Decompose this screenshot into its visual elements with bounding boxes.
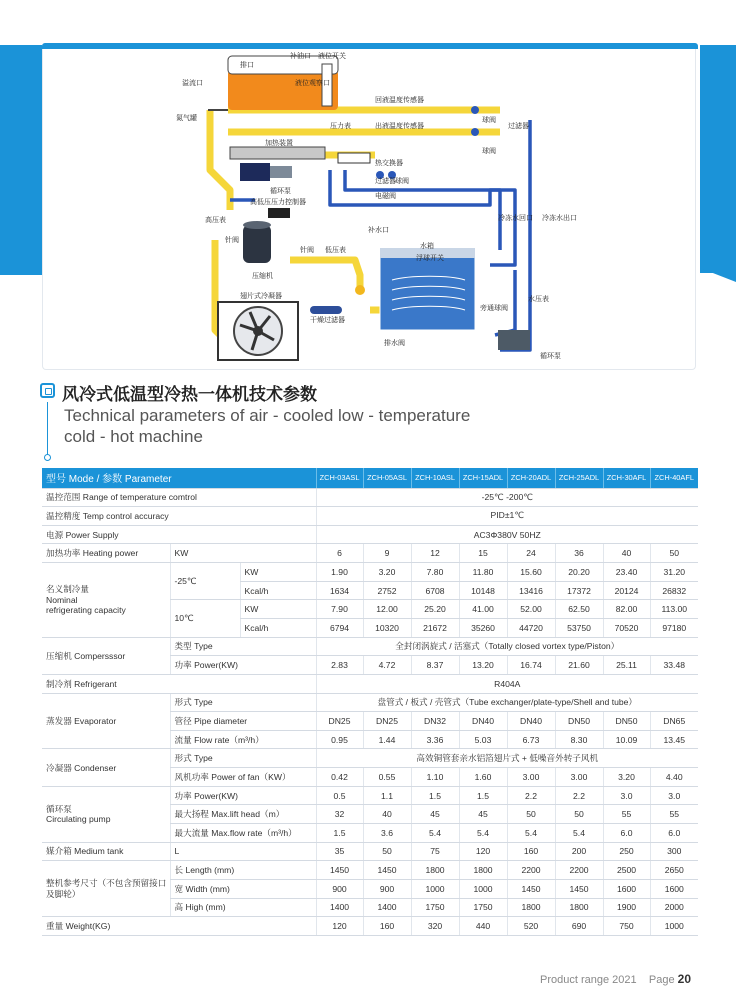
- needle-valve2-label: 针阀: [300, 246, 314, 254]
- cell: 1.5: [459, 786, 507, 805]
- cell: 15.60: [507, 563, 555, 582]
- cell: 12.00: [363, 600, 411, 619]
- cell: 26832: [650, 581, 698, 600]
- cell: 17372: [555, 581, 603, 600]
- section-title-cn: 风冷式低温型冷热一体机技术参数: [62, 385, 317, 405]
- cell: 3.00: [507, 768, 555, 787]
- corner-accent: [700, 268, 736, 282]
- cell: 3.0: [650, 786, 698, 805]
- ball-valve2-label: 球阀: [482, 147, 496, 155]
- row-label: 整机参考尺寸（不包含预留接口及脚轮）: [42, 861, 170, 917]
- cell: 7.80: [411, 563, 459, 582]
- sub-label: 类型 Type: [170, 637, 316, 656]
- hp-lp-controller-label: 高低压压力控制器: [250, 198, 306, 206]
- cell: 113.00: [650, 600, 698, 619]
- page-label: Page: [648, 974, 675, 986]
- table-row: [42, 488, 698, 507]
- table-row: [42, 525, 698, 544]
- fill-cap-label: 排口: [240, 61, 254, 69]
- cell: 45: [459, 805, 507, 824]
- sub-label: 最大扬程 Max.lift head（m）: [170, 805, 316, 824]
- nitrogen-label: 氮气罐: [176, 114, 197, 122]
- cell: 35: [316, 842, 363, 861]
- unit-label: Kcal/h: [240, 581, 316, 600]
- table-row: [42, 563, 698, 582]
- cell: 53750: [555, 618, 603, 637]
- row-label: 媒介箱 Medium tank: [42, 842, 170, 861]
- sub-label: 形式 Type: [170, 693, 316, 712]
- sub-label: 长 Length (mm): [170, 861, 316, 880]
- row-value: 高效铜管套亲水铝箔翅片式 + 低噪音外转子风机: [316, 749, 698, 768]
- cell: 2.2: [555, 786, 603, 805]
- cell: 12: [411, 544, 459, 563]
- left-accent-bar: [0, 45, 42, 275]
- sub-label: 形式 Type: [170, 749, 316, 768]
- row-label: 制冷剂 Refrigerant: [42, 674, 316, 693]
- cell: 1634: [316, 581, 363, 600]
- cell: 0.55: [363, 768, 411, 787]
- cell: 3.20: [603, 768, 650, 787]
- row-value: 全封闭涡旋式 / 活塞式（Totally closed vortex type/Piston）: [316, 637, 698, 656]
- overflow-label: 溢流口: [182, 79, 203, 87]
- cell: 41.00: [459, 600, 507, 619]
- row-label: 冷凝器 Condenser: [42, 749, 170, 786]
- sub-label: 风机功率 Power of fan（KW）: [170, 768, 316, 787]
- solenoid-valve-label: 电磁阀: [375, 192, 396, 200]
- water-refill-label: 补水口: [368, 226, 389, 234]
- cell: 40: [363, 805, 411, 824]
- cell: 45: [411, 805, 459, 824]
- cell: 10148: [459, 581, 507, 600]
- cell: 1400: [316, 898, 363, 917]
- heat-exchanger-label: 热交换器: [375, 159, 403, 167]
- cell: 900: [363, 879, 411, 898]
- table-row: [42, 749, 698, 768]
- high-pressure-gauge-label: 高压表: [205, 216, 226, 224]
- cell: 4.40: [650, 768, 698, 787]
- row-label: 电源 Power Supply: [42, 525, 316, 544]
- cell: 1400: [363, 898, 411, 917]
- pressure-gauge-label: 压力表: [330, 122, 351, 130]
- cell: 3.20: [363, 563, 411, 582]
- cell: 16.74: [507, 656, 555, 675]
- cell: 50: [363, 842, 411, 861]
- row-unit: L: [170, 842, 316, 861]
- cell: 1600: [603, 879, 650, 898]
- cell: 11.80: [459, 563, 507, 582]
- cell: 6: [316, 544, 363, 563]
- header-model: ZCH-10ASL: [411, 468, 459, 488]
- cell: 6.73: [507, 730, 555, 749]
- row-label: 压缩机 Compersssor: [42, 637, 170, 674]
- cell: 13416: [507, 581, 555, 600]
- cell: 1900: [603, 898, 650, 917]
- cell: DN25: [316, 712, 363, 731]
- system-flow-diagram: [170, 50, 600, 370]
- pump-label-cn: 循环泵: [46, 803, 72, 814]
- row-label: 温控精度 Temp control accuracy: [42, 507, 316, 526]
- fin-condenser-label: 翅片式冷凝器: [240, 292, 282, 300]
- right-accent-bar: [700, 45, 736, 273]
- cell: 1.5: [316, 824, 363, 843]
- needle-valve1-label: 针阀: [225, 236, 239, 244]
- cell: 70520: [603, 618, 650, 637]
- row-label: [42, 786, 170, 842]
- cell: 55: [603, 805, 650, 824]
- cell: 8.37: [411, 656, 459, 675]
- cell: 2200: [507, 861, 555, 880]
- row-label: 温控范围 Range of temperature comtrol: [42, 488, 316, 507]
- cell: 1.1: [363, 786, 411, 805]
- cell: 5.4: [459, 824, 507, 843]
- heater-label: 加热装置: [265, 139, 293, 147]
- cell: 5.4: [411, 824, 459, 843]
- cell: DN50: [555, 712, 603, 731]
- chilled-water-out-label: 冷冻水出口: [542, 214, 577, 222]
- header-model: ZCH-05ASL: [363, 468, 411, 488]
- section-title-en: Technical parameters of air - cooled low - temperature cold - hot machine: [64, 406, 471, 446]
- return-temp-sensor-label: 回液温度传感器: [375, 96, 424, 104]
- cell: 3.36: [411, 730, 459, 749]
- row-unit: KW: [170, 544, 316, 563]
- cell: 13.45: [650, 730, 698, 749]
- table-row: [42, 861, 698, 880]
- cell: 33.48: [650, 656, 698, 675]
- page-footer: [540, 972, 691, 986]
- sub-label: 流量 Flow rate（m³/h）: [170, 730, 316, 749]
- document-icon: [40, 383, 55, 398]
- cell: 1.44: [363, 730, 411, 749]
- cell: 35260: [459, 618, 507, 637]
- cell: 1000: [411, 879, 459, 898]
- table-header-row: [42, 468, 698, 488]
- cell: 20.20: [555, 563, 603, 582]
- float-switch-label: 浮球开关: [416, 254, 444, 262]
- sub-label: 最大流量 Max.flow rate（m³/h）: [170, 824, 316, 843]
- table-row: [42, 674, 698, 693]
- drain-label: 排水阀: [384, 339, 405, 347]
- cell: 0.42: [316, 768, 363, 787]
- cell: 160: [363, 917, 411, 936]
- table-row: [42, 544, 698, 563]
- level-gauge-label: 液位观察口: [295, 79, 330, 87]
- cell: 3.0: [603, 786, 650, 805]
- cell: 6.0: [603, 824, 650, 843]
- cell: 25.20: [411, 600, 459, 619]
- table-row: [42, 786, 698, 805]
- cell: 5.03: [459, 730, 507, 749]
- cell: 1800: [411, 861, 459, 880]
- cell: 10320: [363, 618, 411, 637]
- sub-label: 功率 Power(KW): [170, 786, 316, 805]
- cell: 1800: [507, 898, 555, 917]
- cell: 3.00: [555, 768, 603, 787]
- cell: 1800: [459, 861, 507, 880]
- cell: 200: [555, 842, 603, 861]
- cell: 44720: [507, 618, 555, 637]
- cell: 900: [316, 879, 363, 898]
- pump-label-en: Circulating pump: [46, 814, 111, 825]
- cell: 0.95: [316, 730, 363, 749]
- table-row: [42, 693, 698, 712]
- cell: 97180: [650, 618, 698, 637]
- cell: 2500: [603, 861, 650, 880]
- cell: 6794: [316, 618, 363, 637]
- bypass-valve-label: 旁通球阀: [480, 304, 508, 312]
- cell: 50: [650, 544, 698, 563]
- cell: 1450: [555, 879, 603, 898]
- cell: 3.6: [363, 824, 411, 843]
- cell: 9: [363, 544, 411, 563]
- row-value: R404A: [316, 674, 698, 693]
- cell: 6.0: [650, 824, 698, 843]
- cooling-label-cn: 名义制冷量: [46, 584, 89, 595]
- cell: DN50: [603, 712, 650, 731]
- header-model: ZCH-03ASL: [316, 468, 363, 488]
- cell: 36: [555, 544, 603, 563]
- cell: 1450: [316, 861, 363, 880]
- cell: 440: [459, 917, 507, 936]
- row-label: [42, 563, 170, 638]
- cell: 250: [603, 842, 650, 861]
- circ-pump-label: 循环泵: [270, 187, 291, 195]
- cell: 160: [507, 842, 555, 861]
- cell: 120: [316, 917, 363, 936]
- chilled-water-return-label: 冷冻水回口: [498, 214, 533, 222]
- row-value: PID±1℃: [316, 507, 698, 526]
- cell: 320: [411, 917, 459, 936]
- cell: 1000: [650, 917, 698, 936]
- header-model: ZCH-25ADL: [555, 468, 603, 488]
- table-row: [42, 917, 698, 936]
- cell: 1450: [507, 879, 555, 898]
- cell: 2752: [363, 581, 411, 600]
- cell: DN40: [459, 712, 507, 731]
- cell: 24: [507, 544, 555, 563]
- cell: 1750: [459, 898, 507, 917]
- cell: 15: [459, 544, 507, 563]
- cell: 10.09: [603, 730, 650, 749]
- water-tank-label: 水箱: [420, 242, 434, 250]
- cell: 62.50: [555, 600, 603, 619]
- filter2-label: 过滤器: [375, 177, 396, 185]
- water-pressure-gauge-label: 水压表: [528, 295, 549, 303]
- row-label: 重量 Weight(KG): [42, 917, 316, 936]
- cell: 32: [316, 805, 363, 824]
- cell: 2650: [650, 861, 698, 880]
- cell: 690: [555, 917, 603, 936]
- ball-valve3-label: 球阀: [395, 177, 409, 185]
- cell: 750: [603, 917, 650, 936]
- filter1-label: 过滤器: [508, 122, 529, 130]
- cell: 1450: [363, 861, 411, 880]
- spec-table: [42, 468, 698, 936]
- row-value: -25℃ -200℃: [316, 488, 698, 507]
- cell: 13.20: [459, 656, 507, 675]
- row-value: 盘管式 / 板式 / 壳管式（Tube exchanger/plate-type/Shell and tube）: [316, 693, 698, 712]
- cell: 23.40: [603, 563, 650, 582]
- table-row: [42, 507, 698, 526]
- cell: 300: [650, 842, 698, 861]
- cell: 7.90: [316, 600, 363, 619]
- temp-label: -25℃: [170, 563, 240, 600]
- cell: 1.5: [411, 786, 459, 805]
- row-value: AC3Φ380V 50HZ: [316, 525, 698, 544]
- cell: 40: [603, 544, 650, 563]
- cooling-label-en: Nominal refrigerating capacity: [46, 594, 126, 616]
- cell: 1750: [411, 898, 459, 917]
- cell: DN65: [650, 712, 698, 731]
- table-row: [42, 637, 698, 656]
- header-model: ZCH-15ADL: [459, 468, 507, 488]
- cell: 1800: [555, 898, 603, 917]
- low-pressure-gauge-label: 低压表: [325, 246, 346, 254]
- footer-text: Product range 2021: [540, 974, 637, 986]
- row-label: 加热功率 Heating power: [42, 544, 170, 563]
- page-number: 20: [677, 972, 691, 986]
- cell: DN25: [363, 712, 411, 731]
- cell: 25.11: [603, 656, 650, 675]
- cell: 5.4: [555, 824, 603, 843]
- cell: 4.72: [363, 656, 411, 675]
- cell: 1600: [650, 879, 698, 898]
- compressor-label: 压缩机: [252, 272, 273, 280]
- unit-label: Kcal/h: [240, 618, 316, 637]
- cell: DN32: [411, 712, 459, 731]
- title-divider-dot: [44, 454, 51, 461]
- sub-label: 宽 Width (mm): [170, 879, 316, 898]
- cell: 520: [507, 917, 555, 936]
- header-model: ZCH-40AFL: [650, 468, 698, 488]
- cell: 2.83: [316, 656, 363, 675]
- cell: 52.00: [507, 600, 555, 619]
- cell: 1.90: [316, 563, 363, 582]
- title-divider-line: [47, 402, 48, 456]
- header-model: ZCH-20ADL: [507, 468, 555, 488]
- unit-label: KW: [240, 563, 316, 582]
- cell: 50: [555, 805, 603, 824]
- cell: 50: [507, 805, 555, 824]
- cell: 31.20: [650, 563, 698, 582]
- cell: 8.30: [555, 730, 603, 749]
- cell: 1000: [459, 879, 507, 898]
- circ-pump2-label: 循环泵: [540, 352, 561, 360]
- level-switch-label: 液位开关: [318, 52, 346, 60]
- dry-filter-label: 干燥过滤器: [310, 316, 345, 324]
- cell: 21672: [411, 618, 459, 637]
- temp-label: 10℃: [170, 600, 240, 637]
- sub-label: 功率 Power(KW): [170, 656, 316, 675]
- cell: 1.10: [411, 768, 459, 787]
- cell: 2.2: [507, 786, 555, 805]
- ball-valve1-label: 球阀: [482, 116, 496, 124]
- cell: 20124: [603, 581, 650, 600]
- cell: 2000: [650, 898, 698, 917]
- row-label: 蒸发器 Evaporator: [42, 693, 170, 749]
- cell: 1.60: [459, 768, 507, 787]
- header-mode-parameter: 型号 Mode / 参数 Parameter: [42, 468, 316, 488]
- header-model: ZCH-30AFL: [603, 468, 650, 488]
- unit-label: KW: [240, 600, 316, 619]
- cell: 120: [459, 842, 507, 861]
- cell: 5.4: [507, 824, 555, 843]
- table-row: [42, 842, 698, 861]
- fill-port-label: 补油口: [290, 52, 311, 60]
- sub-label: 管径 Pipe diameter: [170, 712, 316, 731]
- sub-label: 高 High (mm): [170, 898, 316, 917]
- out-temp-sensor-label: 出液温度传感器: [375, 122, 424, 130]
- cell: 21.60: [555, 656, 603, 675]
- cell: 82.00: [603, 600, 650, 619]
- cell: 0.5: [316, 786, 363, 805]
- cell: 55: [650, 805, 698, 824]
- cell: 2200: [555, 861, 603, 880]
- cell: 75: [411, 842, 459, 861]
- cell: 6708: [411, 581, 459, 600]
- cell: DN40: [507, 712, 555, 731]
